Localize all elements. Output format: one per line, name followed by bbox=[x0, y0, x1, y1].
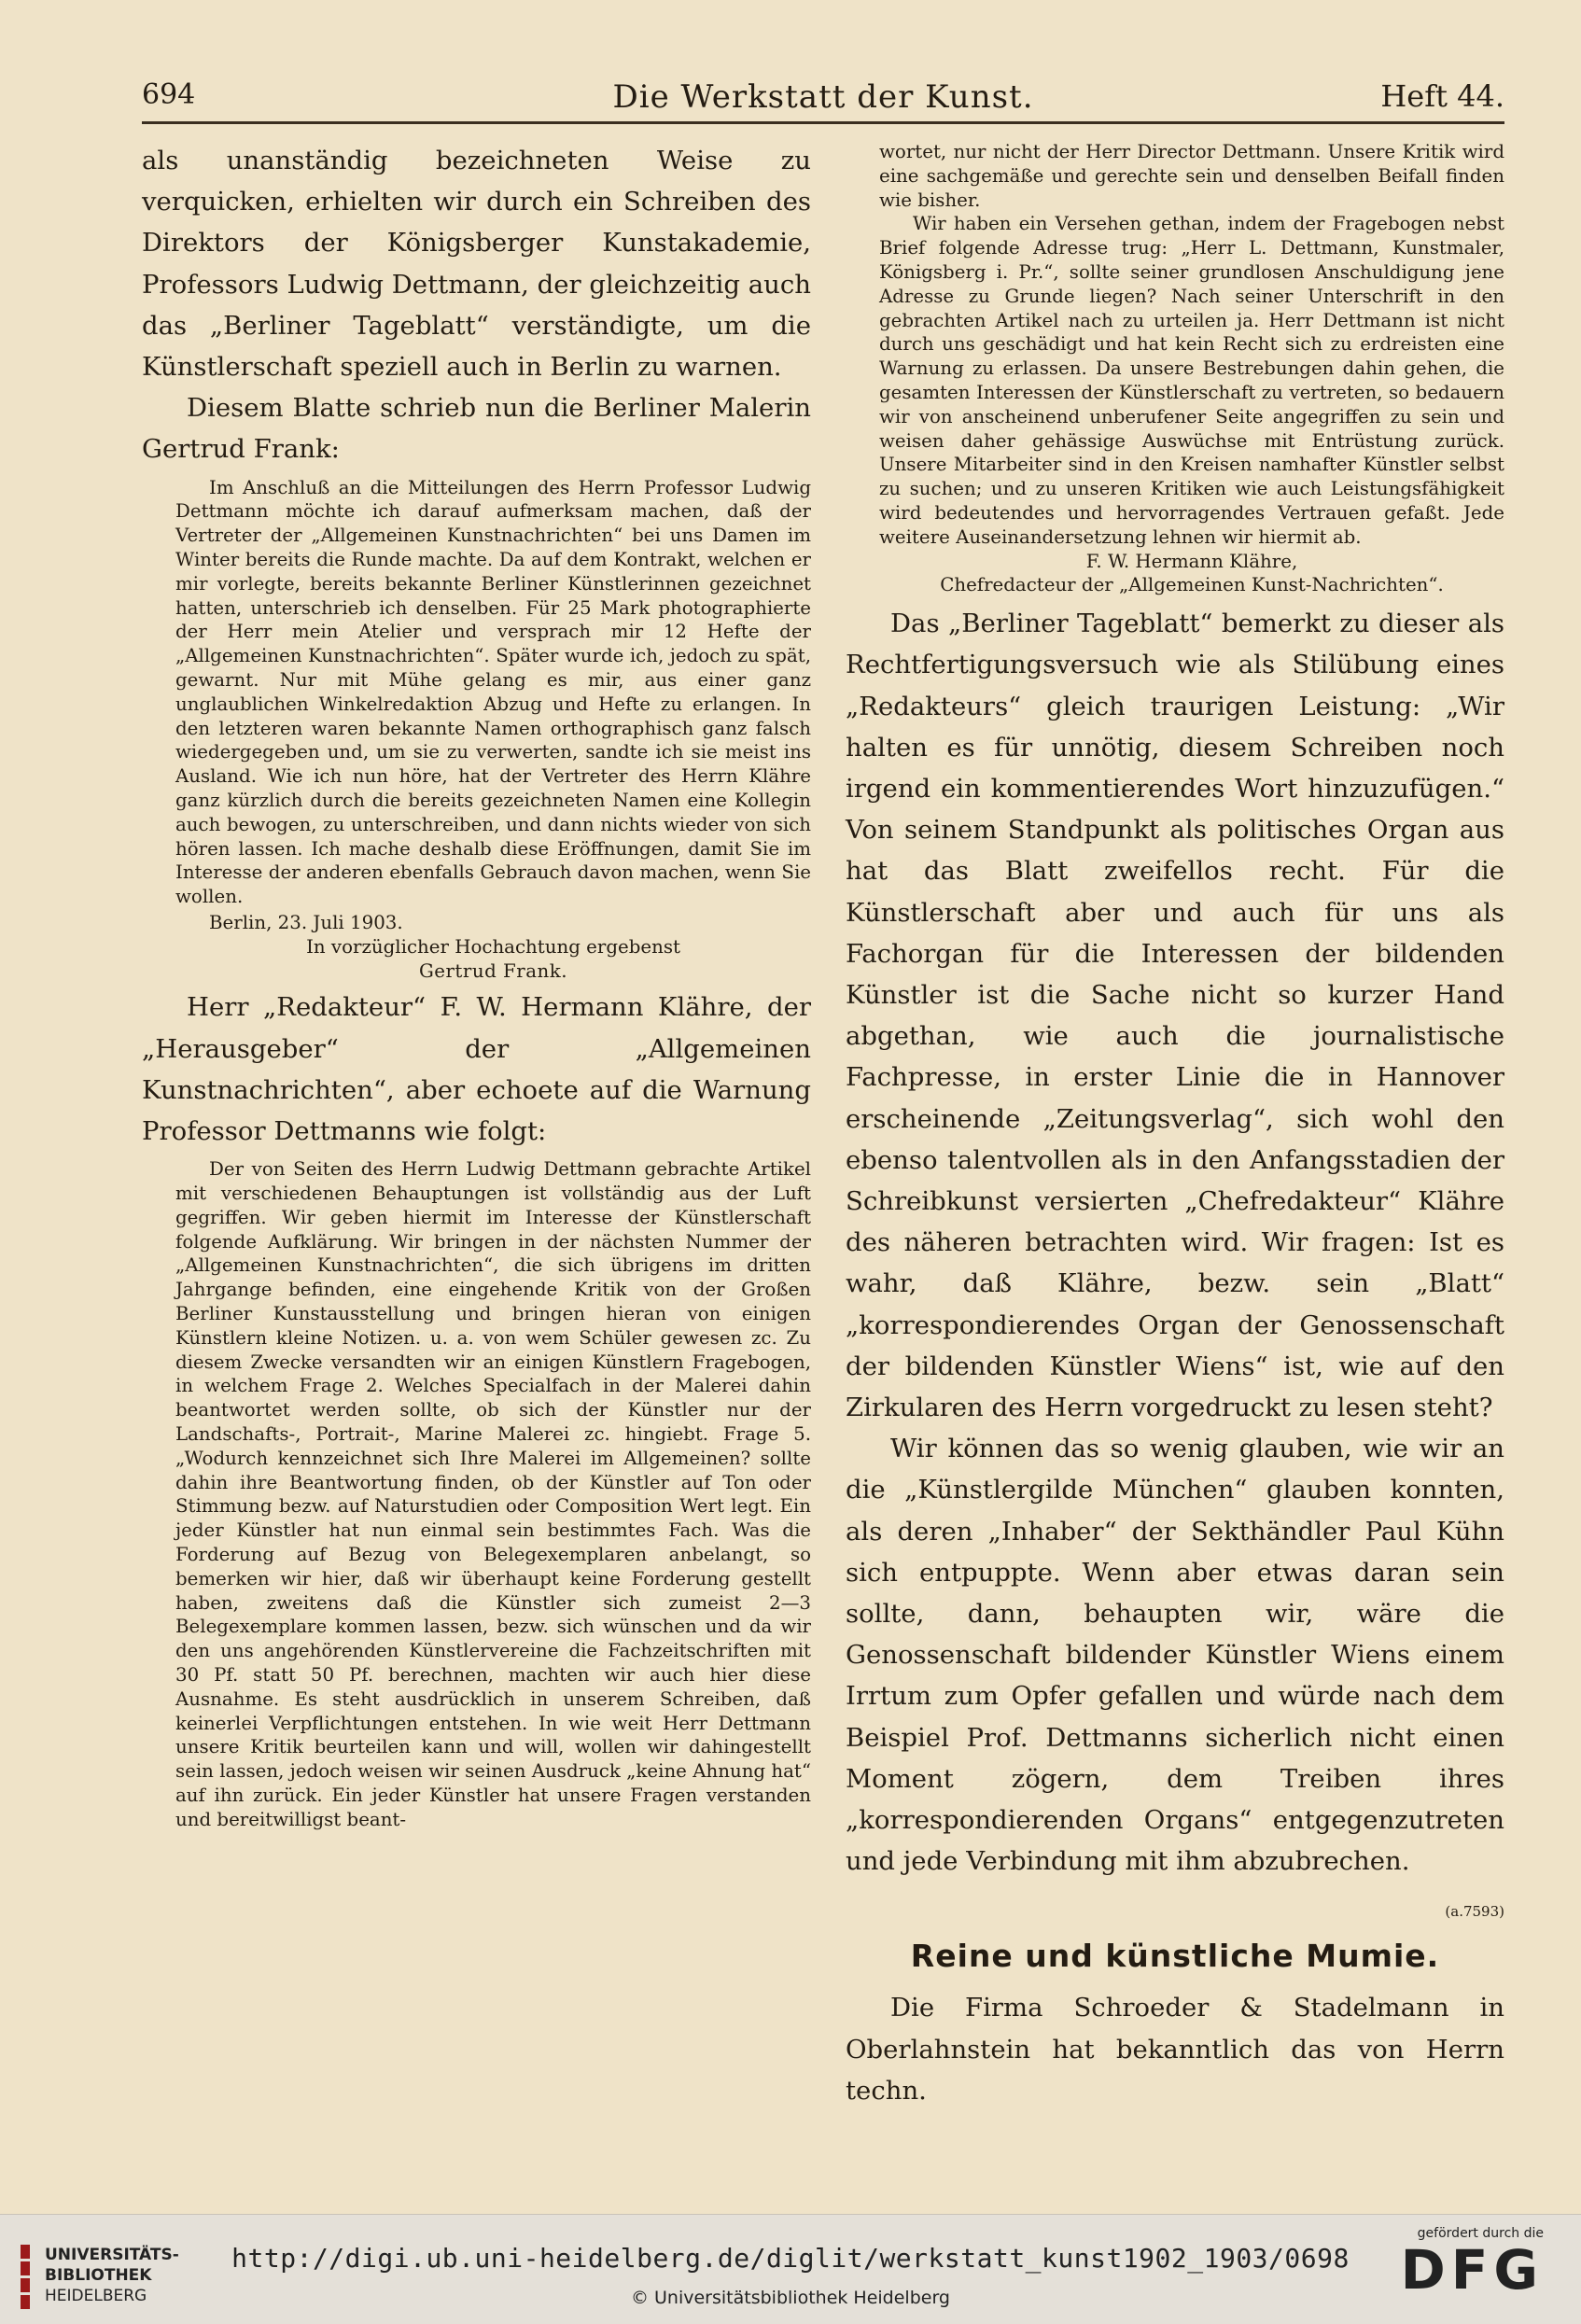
letter-signature-role: Chefredacteur der „Allgemeinen Kunst-Nachrichten“. bbox=[940, 574, 1444, 596]
paragraph-text: Wir können das so wenig glauben, wie wir an die „Künstlergilde München“ glauben konnten, als deren „Inhaber“ der Sekthändler Paul Kühn sich entpuppte. Wenn aber etwas daran sein sollte, dann, behaupten wir, wäre die Genossenschaft bildender Künstler Wiens einem Irrtum zum Opfer gefallen und würde nach dem Beispiel Prof. Dettmanns sicherlich nicht einen Moment zögern, dem Treiben ihres „korrespondierenden Organs“ entgegenzutreten und jede Verbindung mit ihm abzubrechen. bbox=[846, 1434, 1504, 1877]
paragraph: als unanständig bezeichneten Weise zu verquicken, erhielten wir durch ein Schreiben des Direktors der Königsberger Kunstakademie, Professors Ludwig Dettmann, der gleichzeitig auch das „Berliner Tageblatt“ verständigte, um die Künstlerschaft speziell auch in Berlin zu warnen. bbox=[142, 146, 811, 383]
paragraph bbox=[846, 1428, 1504, 1921]
right-column bbox=[846, 140, 1504, 2111]
quoted-letter: Im Anschluß an die Mitteilungen des Herrn Professor Ludwig Dettmann möchte ich darauf aufmerksam machen, daß der Vertreter der „Allgemeinen Kunstnachrichten“ bei uns Damen im Winter bereits die Runde machte. Da auf dem Kontrakt, welchen er mir vorlegte, bereits bekannte Berliner Künstlerinnen gezeichnet hatten, unterschrieb ich denselben. Für 25 Mark photographierte der Herr mein Atelier und versprach mir 12 Hefte der „Allgemeinen Kunstnachrichten“. Später wurde ich, jedoch zu spät, gewarnt. Nur mit Mühe gelang es mir, aus einer ganz unglaublichen Winkelredaktion Abzug und Hefte zu erlangen. In den letzteren waren bekannte Namen orthographisch ganz falsch wiedergegeben und, um sie zu verwerten, sandte ich sie meist ins Ausland. Wie ich nun höre, hat der Vertreter des Herrn Klähre ganz kürzlich durch die bereits gezeichneten Namen eine Kollegin auch bewogen, zu unterschreiben, und dann nichts wieder von sich hören lassen. Ich mache deshalb diese Eröffnungen, damit Sie im Interesse der anderen ebenfalls Gebrauch davon machen, wenn Sie wollen. bbox=[175, 476, 811, 908]
quoted-letter: Der von Seiten des Herrn Ludwig Dettmann gebrachte Artikel mit verschiedenen Behauptungen ist vollständig aus der Luft gegriffen. Wir geben hiermit im Interesse der Künstlerschaft folgende Aufklärung. Wir bringen in der nächsten Nummer der „Allgemeinen Kunstnachrichten“, die sich übrigens im dritten Jahrgange befinden, eine eingehende Kritik von der Großen Berliner Kunstausstellung und bringen hieran von einigen Künstlern kleine Notizen. u. a. von wem Schüler gewesen zc. Zu diesem Zwecke versandten wir an einigen Künstlern Fragebogen, in welchem Frage 2. Welches Specialfach in der Malerei dahin beantwortet werden sollte, ob sich der Künstler nur der Landschafts-, Portrait-, Marine Malerei zc. hingiebt. Frage 5. „Wodurch kennzeichnet sich Ihre Malerei im Allgemeinen? sollte dahin ihre Beantwortung finden, ob der Künstler auf Ton oder Stimmung bezw. auf Naturstudien oder Composition Wert legt. Ein jeder Künstler hat nun einmal sein bestimmtes Fach. Was die Forderung auf Bezug von Belegexemplaren anbelangt, so bemerken wir hier, daß wir überhaupt keine Forderung gestellt haben, zweitens daß die Künstler sich zumeist 2—3 Belegexemplare kommen lassen, bezw. sich wünschen und da wir den uns angehörenden Künstlervereine die Fachzeitschriften mit 30 Pf. statt 50 Pf. berechnen, machten wir auch hier diese Ausnahme. Es steht ausdrücklich in unserem Schreiben, daß keinerlei Verpflichtungen entstehen. In wie weit Herr Dettmann unsere Kritik beurteilen kann und will, wollen wir dahingestellt sein lassen, jedoch weisen wir seinen Ausdruck „keine Ahnung hat“ auf ihn zurück. Ein jeder Künstler hat unsere Fragen verstanden und bereitwilligst beant- bbox=[175, 1158, 811, 1830]
library-name-line: BIBLIOTHEK bbox=[45, 2266, 152, 2285]
page-number: 694 bbox=[142, 78, 196, 111]
paragraph: Herr „Redakteur“ F. W. Hermann Klähre, der „Herausgeber“ der „Allgemeinen Kunstnachrichten“, aber echoete auf die Warnung Professor Dettmanns wie folgt: bbox=[142, 992, 811, 1146]
letter-closing: In vorzüglicher Hochachtung ergebenst bbox=[306, 935, 680, 958]
letter-signature: Gertrud Frank. bbox=[418, 959, 568, 982]
header-rule bbox=[142, 121, 1504, 124]
dfg-funding-logo[interactable] bbox=[1400, 2226, 1544, 2302]
reference-number: (a.7593) bbox=[1445, 1903, 1504, 1921]
paragraph: Das „Berliner Tageblatt“ bemerkt zu dieser als Rechtfertigungsversuch wie als Stilübung eines „Redakteurs“ gleich traurigen Leistung: „Wir halten es für unnötig, diesem Schreiben noch irgend ein kommentierendes Wort hinzuzufügen.“ Von seinem Standpunkt als politisches Organ aus hat das Blatt zweifellos recht. Für die Künstlerschaft aber und auch für uns als Fachorgan für die Interessen der bildenden Künstler ist die Sache nicht so kurzer Hand abgethan, wie auch die journalistische Fachpresse, in erster Linie die in Hannover erscheinende „Zeitungsverlag“, sich wohl den ebenso talentvollen als in den Anfangsstadien der Schreibkunst versierten „Chefredakteur“ Klähre des näheren betrachten wird. Wir fragen: Ist es wahr, daß Klähre, bezw. sein „Blatt“ „korrespondierendes Organ der Genossenschaft der bildenden Künstler Wiens“ ist, wie auf den Zirkularen des Herrn vorgedruckt zu lesen steht? bbox=[846, 609, 1504, 1422]
left-column bbox=[142, 140, 811, 1831]
running-header bbox=[142, 77, 1504, 123]
funding-caption: gefördert durch die bbox=[1417, 2226, 1544, 2241]
paragraph: Diesem Blatte schrieb nun die Berliner Malerin Gertrud Frank: bbox=[142, 393, 811, 465]
copyright-notice: © Universitätsbibliothek Heidelberg bbox=[630, 2288, 950, 2308]
section-heading: Reine und künstliche Mumie. bbox=[910, 1938, 1440, 1975]
letter-signature: F. W. Hermann Klähre, bbox=[1085, 550, 1298, 572]
letter-date: Berlin, 23. Juli 1903. bbox=[209, 911, 403, 933]
library-name-line: UNIVERSITÄTS- bbox=[45, 2246, 179, 2264]
issue-number: Heft 44. bbox=[1380, 78, 1504, 114]
dfg-logo-icon: DFG bbox=[1400, 2238, 1544, 2302]
quoted-letter-continued: wortet, nur nicht der Herr Director Dettmann. Unsere Kritik wird eine sachgemäße und gerechte sein und denselben Beifall finden wie bisher. bbox=[879, 141, 1504, 211]
journal-title: Die Werkstatt der Kunst. bbox=[612, 78, 1034, 116]
paragraph: Die Firma Schroeder & Stadelmann in Oberlahnstein hat bekanntlich das von Herrn techn. bbox=[846, 1993, 1504, 2106]
permalink-url[interactable]: http://digi.ub.uni-heidelberg.de/diglit/werkstatt_kunst1902_1903/0698 bbox=[231, 2243, 1350, 2274]
quoted-letter: Wir haben ein Versehen gethan, indem der Fragebogen nebst Brief folgende Adresse trug: „Herr L. Dettmann, Kunstmaler, Königsberg i. Pr.“, sollte seiner grundlosen Anschuldigung jene Adresse zu Grunde liegen? Nach seiner Unterschrift in den gebrachten Artikel nach zu urteilen ja. Herr Dettmann ist nicht durch uns geschädigt und hat kein Recht sich zu erdreisten eine Warnung zu erlassen. Da unsere Bestrebungen dahin gehen, die gesamten Interessen der Künstlerschaft zu vertreten, so bedauern wir von anscheinend unberufener Seite angegriffen zu sein und weisen daher gehässige Auswüchse mit Entrüstung zurück. Unsere Mitarbeiter sind in den Kreisen namhafter Künstler selbst zu suchen; und zu unseren Kritiken wie auch Leistungsfähigkeit wird bedeutendes und hervorragendes Vertrauen gefaßt. Jede weitere Auseinandersetzung lehnen wir hiermit ab. bbox=[879, 213, 1504, 548]
viewer-footer bbox=[0, 2214, 1581, 2324]
library-name-line: HEIDELBERG bbox=[45, 2287, 147, 2305]
